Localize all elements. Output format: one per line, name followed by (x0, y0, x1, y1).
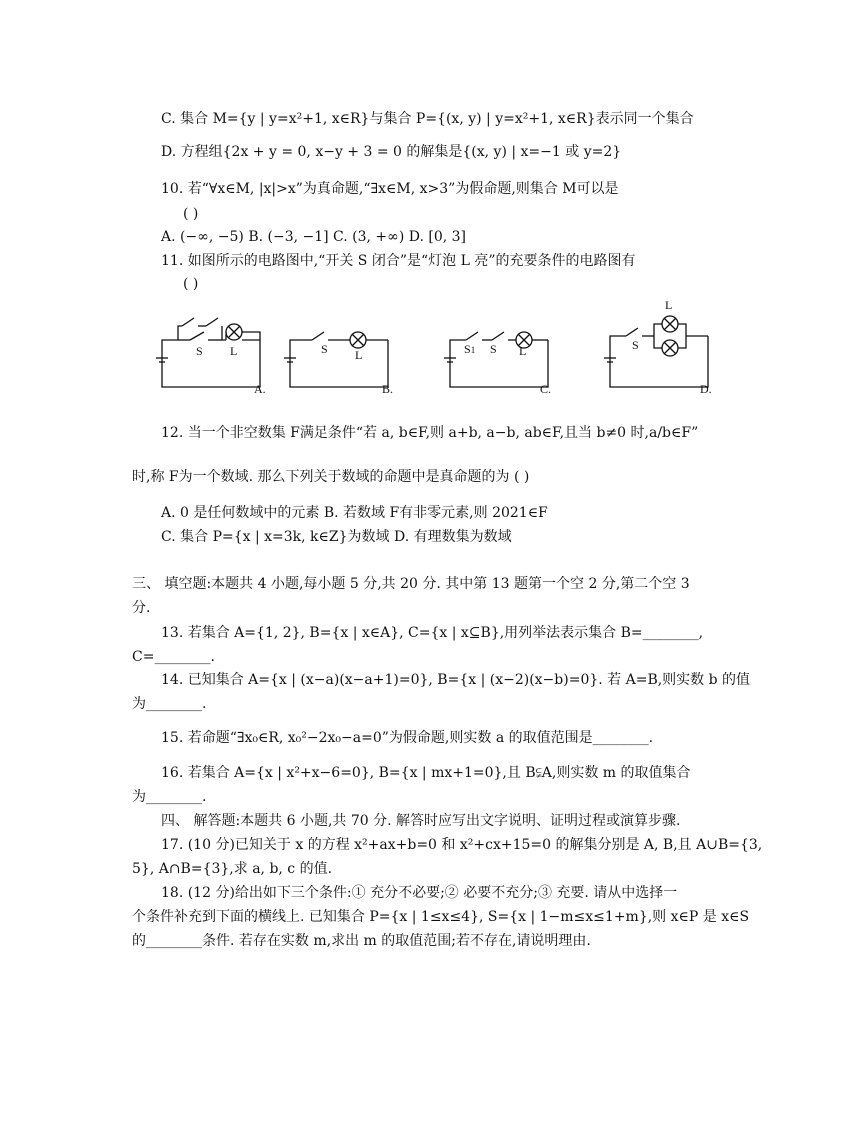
question-14: 14. 已知集合 A={x | (x−a)(x−a+1)=0}, B={x | (x−2)(x−b)=0}. 若 A=B,则实数 b 的值 (161, 672, 751, 688)
lamp-label-c: L (519, 344, 527, 358)
switch-label-a: S (196, 344, 203, 358)
circuit-figure (150, 292, 740, 402)
option-label-d: D. (700, 382, 712, 396)
circuit-diagrams (150, 292, 740, 402)
lamp-label-b: L (355, 348, 363, 362)
question-11: 11. 如图所示的电路图中,“开关 S 闭合”是“灯泡 L 亮”的充要条件的电路图有 (161, 253, 636, 269)
question-12-cont: 时,称 F为一个数域. 那么下列关于数域的命题中是真命题的为 ( ) (132, 469, 530, 485)
options-q12-cd: C. 集合 P={x | x=3k, k∈Z}为数域 D. 有理数集为数域 (161, 529, 512, 545)
question-16-cont: 为________. (132, 789, 207, 805)
question-16: 16. 若集合 A={x | x²+x−6=0}, B={x | mx+1=0},且 B⫋A,则实数 m 的取值集合 (161, 765, 691, 781)
lamp-label-a: L (230, 344, 238, 358)
circuit-b (284, 332, 388, 387)
switch-label-c: S (490, 342, 497, 356)
question-12: 12. 当一个非空数集 F满足条件“若 a, b∈F,则 a+b, a−b, ab∈F,且当 b≠0 时,a/b∈F” (161, 425, 699, 441)
answer-blank-q11: ( ) (183, 276, 199, 292)
circuit-d (604, 316, 708, 387)
question-13: 13. 若集合 A={1, 2}, B={x | x∈A}, C={x | x⊆B},用列举法表示集合 B=________, (161, 625, 704, 641)
circuit-c (444, 332, 548, 387)
question-13-cont: C=________. (132, 649, 215, 665)
switch-1-label-c: S1 (464, 342, 476, 356)
question-18: 18. (12 分)给出如下三个条件:① 充分不必要;② 必要不充分;③ 充要. 请从中选择一 (161, 885, 678, 901)
question-10: 10. 若“∀x∈M, |x|>x”为真命题,“∃x∈M, x>3”为假命题,则集合 M可以是 (161, 181, 619, 197)
question-18-cont2: 的________条件. 若存在实数 m,求出 m 的取值范围;若不存在,请说明理由. (132, 933, 591, 949)
switch-label-b: S (321, 342, 328, 356)
section-4-heading: 四、 解答题:本题共 6 小题,共 70 分. 解答时应写出文字说明、证明过程或演算步骤. (161, 813, 681, 829)
circuit-a (156, 318, 260, 387)
answer-blank-q10: ( ) (183, 206, 199, 222)
switch-label-d: S (632, 338, 639, 352)
option-c-q9: C. 集合 M={y | y=x²+1, x∈R}与集合 P={(x, y) | y=x²+1, x∈R}表示同一个集合 (161, 111, 694, 127)
question-18-cont: 个条件补充到下面的横线上. 已知集合 P={x | 1≤x≤4}, S={x | 1−m≤x≤1+m},则 x∈P 是 x∈S (132, 909, 750, 925)
question-14-cont: 为________. (132, 696, 207, 712)
section-3-heading-cont: 分. (132, 600, 151, 616)
options-q10: A. (−∞, −5) B. (−3, −1] C. (3, +∞) D. [0, 3] (161, 229, 467, 245)
option-label-c: C. (540, 382, 552, 396)
question-15: 15. 若命题“∃x₀∈R, x₀²−2x₀−a=0”为假命题,则实数 a 的取值范围是________. (161, 730, 654, 746)
lamp-label-d: L (665, 298, 673, 312)
option-label-b: B. (382, 382, 394, 396)
option-label-a: A. (254, 382, 266, 396)
question-17: 17. (10 分)已知关于 x 的方程 x²+ax+b=0 和 x²+cx+15=0 的解集分别是 A, B,且 A∪B={3, (161, 837, 763, 853)
option-d-q9: D. 方程组{2x + y = 0, x−y + 3 = 0 的解集是{(x, y) | x=−1 或 y=2} (161, 144, 622, 160)
question-17-cont: 5}, A∩B={3},求 a, b, c 的值. (132, 861, 333, 877)
options-q12-ab: A. 0 是任何数域中的元素 B. 若数域 F有非零元素,则 2021∈F (161, 505, 548, 521)
section-3-heading: 三、 填空题:本题共 4 小题,每小题 5 分,共 20 分. 其中第 13 题第一个空 2 分,第二个空 3 (132, 576, 690, 592)
